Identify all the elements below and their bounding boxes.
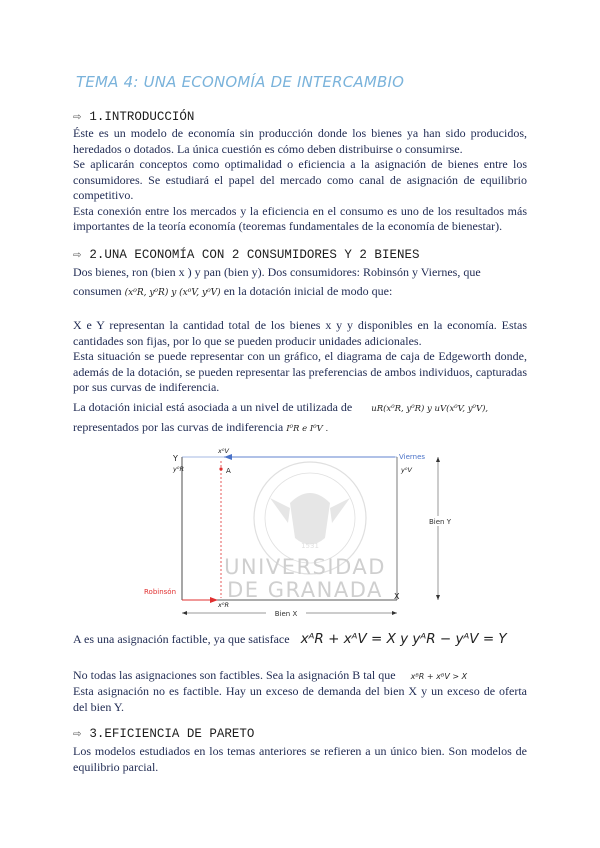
paragraph: Se aplicarán conceptos como optimalidad o eficiencia a la asignación de bienes entre los consumidores. Se estudiará el papel del mercado como canal de asignación de equilibrio competitivo. bbox=[73, 157, 527, 202]
point-a bbox=[219, 467, 222, 470]
paragraph: Esta conexión entre los mercados y la eficiencia en el consumo es uno de los resultados más importantes de la teoría economía (teoremas fundamentales de la economía de bienestar). bbox=[73, 203, 527, 233]
section3-body bbox=[73, 744, 527, 775]
section-heading-text: 3.EFICIENCIA DE PARETO bbox=[89, 727, 255, 741]
xR-label: x⁰R bbox=[218, 601, 229, 609]
paragraph: Esta asignación no es factible. Hay un exceso de demanda del bien X y un exceso de oferta del bien Y. bbox=[73, 684, 527, 714]
section2-utility bbox=[73, 400, 527, 437]
feasibility-a: A es una asignación factible, ya que satisface xᴬR + xᴬV = X y yᴬR − yᴬV = Y bbox=[73, 631, 507, 647]
section2-intro bbox=[73, 265, 527, 301]
endowment-formula: (x⁰R, y⁰R) y (x⁰V, y⁰V) bbox=[124, 287, 221, 298]
utility-formula: uR(x⁰R, y⁰R) y uV(x⁰V, y⁰V), bbox=[371, 404, 489, 414]
section1-body bbox=[73, 126, 527, 235]
y-total-label: Y bbox=[173, 454, 178, 463]
page-title: TEMA 4: UNA ECONOMÍA DE INTERCAMBIO bbox=[76, 73, 405, 91]
feasibility-b: No todas las asignaciones son factibles. Sea la asignación B tal que xᴮR + xᴮV > X bbox=[73, 668, 468, 682]
watermark-line1: UNIVERSIDAD bbox=[224, 555, 386, 579]
point-a-label: A bbox=[226, 467, 231, 475]
paragraph: Los modelos estudiados en los temas anteriores se refieren a un único bien. Son modelos de equilibrio parcial. bbox=[73, 744, 527, 774]
edgeworth-box-diagram bbox=[140, 443, 470, 623]
paragraph: Esta situación se puede representar con un gráfico, el diagrama de caja de Edgeworth donde, además de la dotación, se pueden representar las preferencias de ambos individuos, capturadas por sus curvas de indiferencia. bbox=[73, 349, 527, 394]
indifference-formula: I⁰R e I⁰V . bbox=[286, 423, 329, 434]
paragraph: X e Y representan la cantidad total de los bienes x y y disponibles en la economía. Estas cantidades son fijas, por lo que se pueden producir unidades adicionales. bbox=[73, 318, 527, 348]
xV-label: x⁰V bbox=[218, 447, 229, 455]
arrow-icon: ⇨ bbox=[73, 112, 82, 123]
arrow-icon: ⇨ bbox=[73, 729, 82, 740]
paragraph: consumen (x⁰R, y⁰R) y (x⁰V, y⁰V) en la dotación inicial de modo que: bbox=[73, 283, 393, 298]
paragraph: La dotación inicial está asociada a un nivel de utilizada de uR(x⁰R, y⁰R) y uV(x⁰V, y⁰V), bbox=[73, 400, 489, 414]
paragraph: representados por las curvas de indiferencia I⁰R e I⁰V . bbox=[73, 419, 329, 434]
section2-body bbox=[73, 318, 527, 396]
watermark-year: 1531 bbox=[301, 542, 319, 550]
paragraph: Dos bienes, ron (bien x ) y pan (bien y). Dos consumidores: Robinsón y Viernes, que bbox=[73, 265, 481, 279]
section-heading-economia bbox=[73, 248, 419, 262]
x-total-label: X bbox=[394, 592, 400, 601]
yR-label: y⁰R bbox=[173, 465, 184, 473]
section-heading-text: 1.INTRODUCCIÓN bbox=[89, 110, 195, 124]
bien-x-label: Bien X bbox=[274, 610, 298, 618]
yV-label: y⁰V bbox=[401, 466, 412, 474]
arrow-right-icon bbox=[210, 597, 218, 603]
feasibility-formula: xᴬR + xᴬV = X y yᴬR − yᴬV = Y bbox=[300, 631, 507, 647]
section2-conclusion bbox=[73, 684, 527, 715]
paragraph: Éste es un modelo de economía sin producción donde los bienes ya han sido producidos, heredados o dotados. La única cuestión es cómo deben distribuirse o consumirse. bbox=[73, 126, 527, 156]
section-heading-introduccion bbox=[73, 110, 194, 124]
robinson-label: Robinsón bbox=[144, 588, 177, 596]
watermark-line2: DE GRANADA bbox=[227, 578, 383, 602]
viernes-label: Viernes bbox=[399, 453, 426, 461]
section-heading-text: 2.UNA ECONOMÍA CON 2 CONSUMIDORES Y 2 BIENES bbox=[89, 248, 420, 262]
arrow-icon: ⇨ bbox=[73, 250, 82, 261]
infeasible-formula: xᴮR + xᴮV > X bbox=[410, 672, 468, 681]
section-heading-pareto bbox=[73, 727, 254, 741]
bien-y-label: Bien Y bbox=[429, 518, 451, 526]
